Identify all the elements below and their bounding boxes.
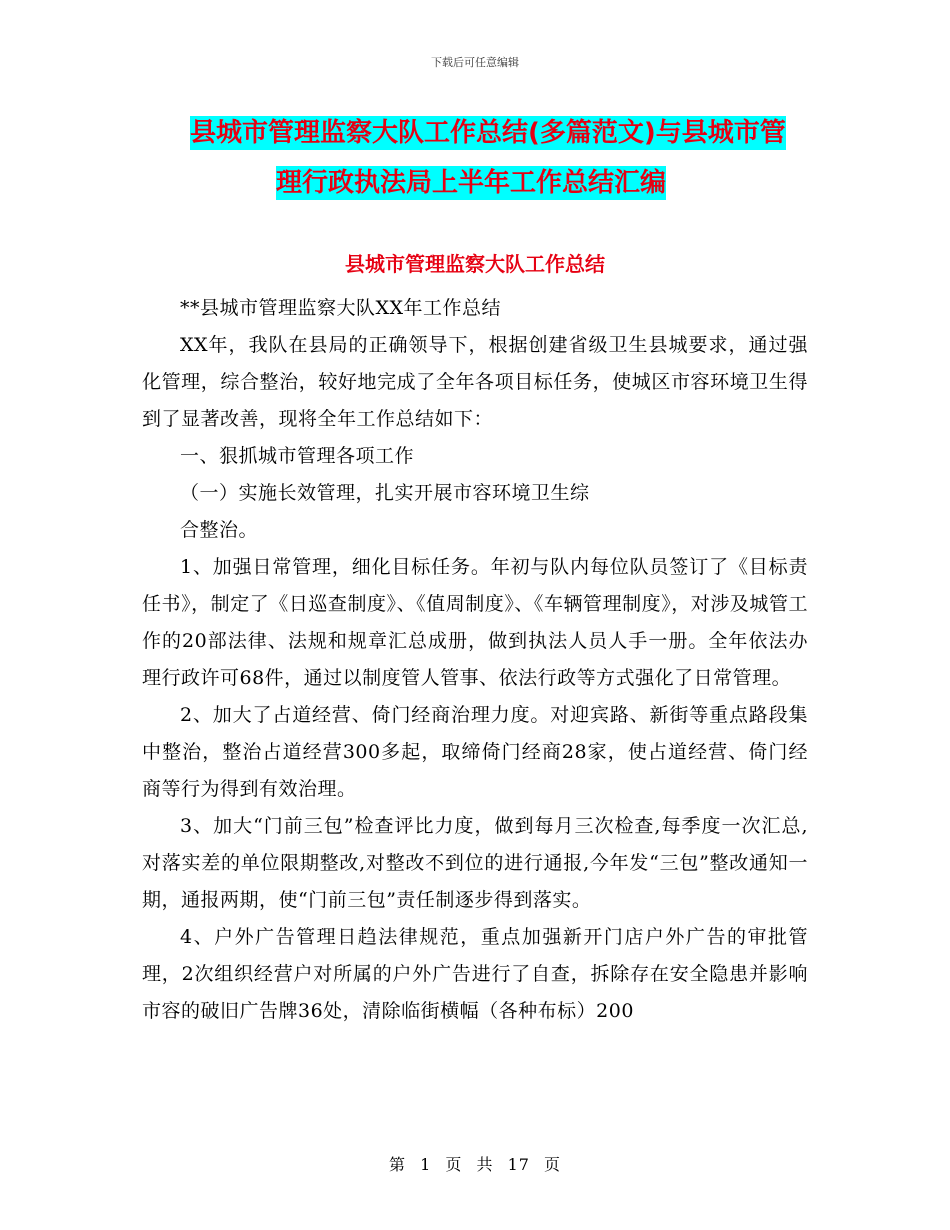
paragraph-subtitle: **县城市管理监察大队XX年工作总结	[180, 297, 502, 319]
paragraph-subheading-1-cont: 合整治。	[180, 519, 259, 541]
footer-page-label: 页	[445, 1155, 463, 1174]
footer-page-number: 1	[420, 1155, 432, 1174]
document-body	[142, 290, 808, 1030]
paragraph-item-3: 3、加大“门前三包”检查评比力度，做到每月三次检查,每季度一次汇总,对落实差的单位限期整改,对整改不到位的进行通报,今年发“三包”整改通知一期，通报两期，使“门前三包”责任制逐步得到落实。	[142, 815, 808, 911]
paragraph-heading-1: 一、狠抓城市管理各项工作	[180, 445, 415, 467]
title-line-2: 理行政执法局上半年工作总结汇编	[276, 168, 667, 198]
footer-total-pages: 17	[507, 1155, 530, 1174]
page-footer	[0, 1152, 950, 1175]
paragraph-item-1: 1、加强日常管理，细化目标任务。年初与队内每位队员签订了《目标责任书》，制定了《日巡查制度》、《值周制度》、《车辆管理制度》，对涉及城管工作的20部法律、法规和规章汇总成册，做到执法人员人手一册。全年依法办理行政许可68件，通过以制度管人管事、依法行政等方式强化了日常管理。	[142, 556, 808, 689]
paragraph-intro: XX年，我队在县局的正确领导下，根据创建省级卫生县城要求，通过强化管理，综合整治，较好地完成了全年各项目标任务，使城区市容环境卫生得到了显著改善，现将全年工作总结如下：	[142, 334, 808, 430]
header-note: 下载后可任意编辑	[431, 56, 519, 69]
paragraph-item-2: 2、加大了占道经营、倚门经商治理力度。对迎宾路、新街等重点路段集中整治，整治占道经营300多起，取缔倚门经商28家，使占道经营、倚门经商等行为得到有效治理。	[142, 704, 808, 800]
title-line-1: 县城市管理监察大队工作总结(多篇范文)与县城市管	[190, 118, 786, 148]
paragraph-subheading-1: （一）实施长效管理，扎实开展市容环境卫生综	[180, 482, 590, 504]
section-title: 县城市管理监察大队工作总结	[345, 252, 605, 276]
document-title	[190, 108, 810, 208]
footer-total-label: 共	[476, 1155, 494, 1174]
footer-total-suffix: 页	[544, 1155, 562, 1174]
footer-prefix: 第	[388, 1155, 406, 1174]
paragraph-item-4: 4、户外广告管理日趋法律规范，重点加强新开门店户外广告的审批管理，2次组织经营户对所属的户外广告进行了自查，拆除存在安全隐患并影响市容的破旧广告牌36处，清除临街横幅（各种布标）200	[142, 926, 808, 1022]
